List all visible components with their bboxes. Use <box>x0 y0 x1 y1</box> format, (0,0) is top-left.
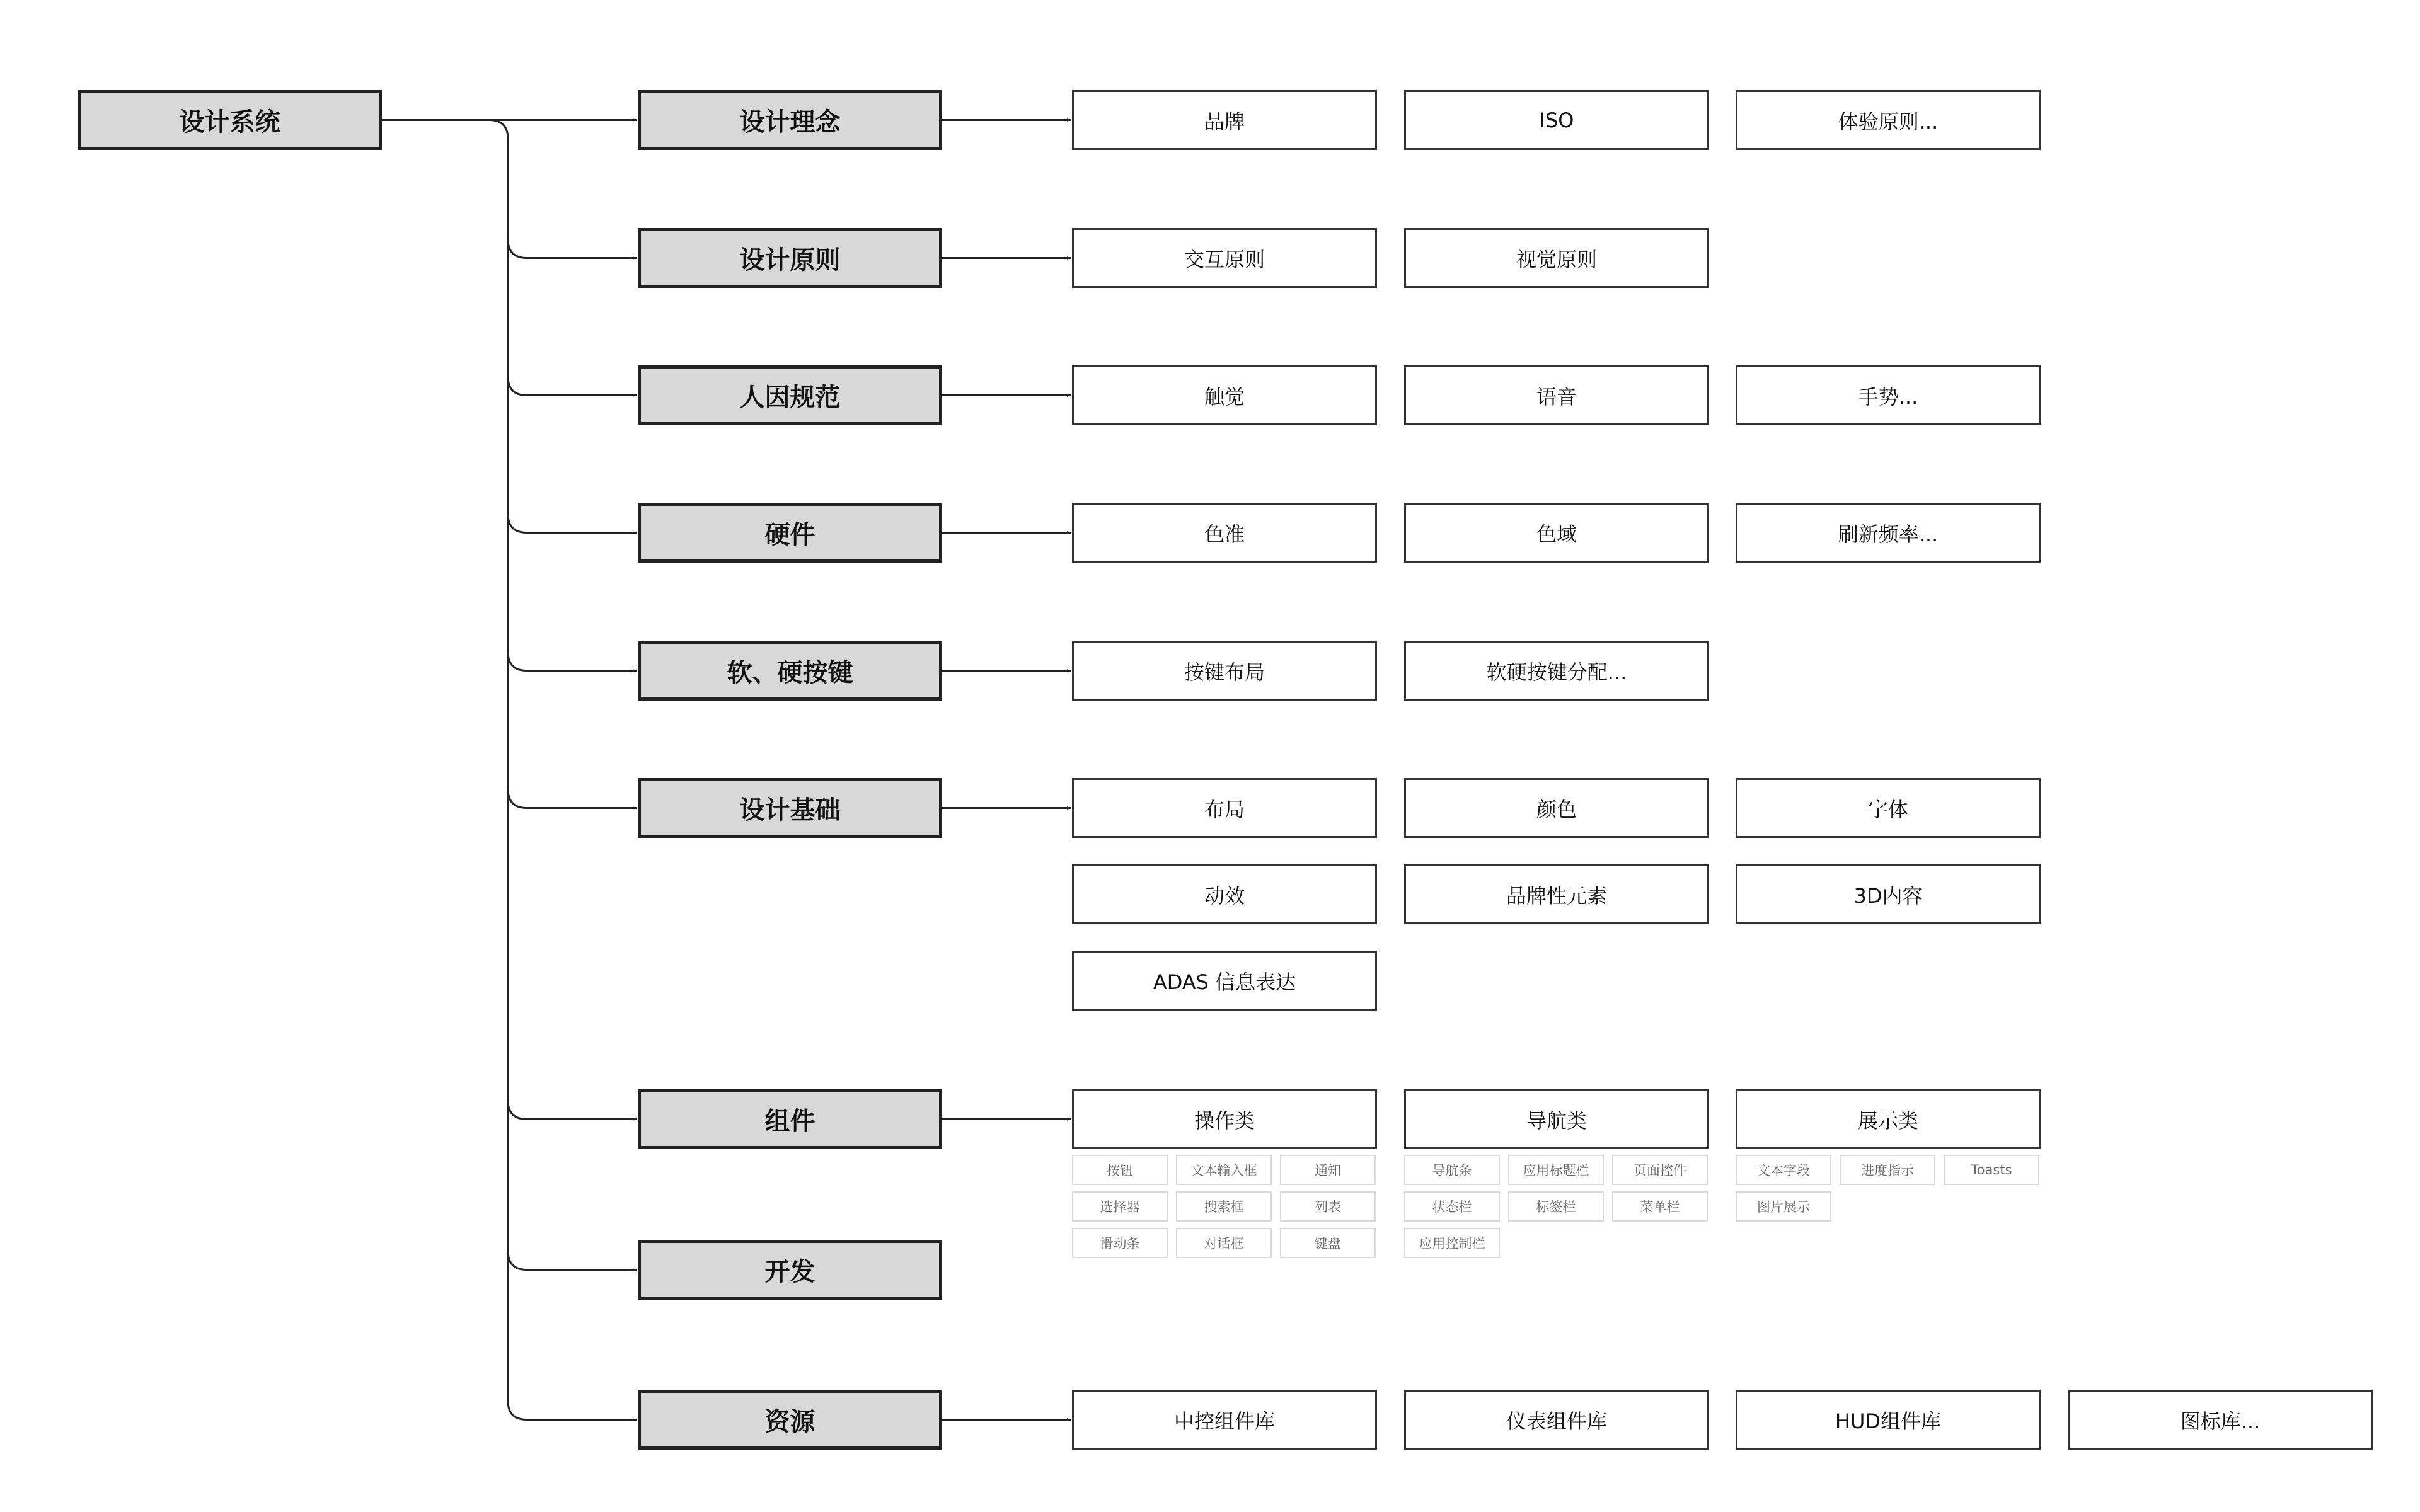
category-node: 软、硬按键 <box>638 641 942 701</box>
component-subitem: 文本输入框 <box>1176 1155 1272 1185</box>
category-node: 设计原则 <box>638 228 942 288</box>
item-node: 按键布局 <box>1072 641 1377 701</box>
component-subitem: 选择器 <box>1072 1191 1168 1222</box>
item-node: 图标库... <box>2068 1390 2373 1450</box>
item-node: 色域 <box>1404 503 1709 563</box>
connector-root-to-category <box>508 1101 637 1120</box>
component-subitem: 应用控制栏 <box>1404 1228 1500 1258</box>
component-subitem: 滑动条 <box>1072 1228 1168 1258</box>
connector-root-to-category <box>508 789 637 808</box>
item-node: 色准 <box>1072 503 1377 563</box>
item-node: 交互原则 <box>1072 228 1377 288</box>
category-node: 设计理念 <box>638 90 942 150</box>
connector-root-to-category <box>508 1401 637 1420</box>
component-subitem: 搜索框 <box>1176 1191 1272 1222</box>
item-node: 3D内容 <box>1736 864 2041 924</box>
item-node: ISO <box>1404 90 1709 150</box>
component-subitem: 页面控件 <box>1612 1155 1708 1185</box>
item-node: 操作类 <box>1072 1089 1377 1149</box>
item-node: 品牌性元素 <box>1404 864 1709 924</box>
item-node: 刷新频率... <box>1736 503 2041 563</box>
item-node: 体验原则... <box>1736 90 2041 150</box>
item-node: 软硬按键分配... <box>1404 641 1709 701</box>
item-node: 中控组件库 <box>1072 1390 1377 1450</box>
connector-root-to-category <box>508 239 637 258</box>
component-subitem: 状态栏 <box>1404 1191 1500 1222</box>
component-subitem: 按钮 <box>1072 1155 1168 1185</box>
component-subitem: 应用标题栏 <box>1508 1155 1604 1185</box>
item-node: 导航类 <box>1404 1089 1709 1149</box>
category-node: 开发 <box>638 1240 942 1300</box>
root-node: 设计系统 <box>78 90 382 150</box>
component-subitem: Toasts <box>1944 1155 2039 1185</box>
component-subitem: 进度指示 <box>1840 1155 1935 1185</box>
component-subitem: 菜单栏 <box>1612 1191 1708 1222</box>
connector-root-to-category <box>508 1251 637 1270</box>
component-subitem: 图片展示 <box>1736 1191 1831 1222</box>
component-subitem: 通知 <box>1280 1155 1376 1185</box>
item-node: 视觉原则 <box>1404 228 1709 288</box>
item-node: ADAS 信息表达 <box>1072 951 1377 1011</box>
item-node: 品牌 <box>1072 90 1377 150</box>
item-node: 字体 <box>1736 778 2041 838</box>
component-subitem: 键盘 <box>1280 1228 1376 1258</box>
item-node: 仪表组件库 <box>1404 1390 1709 1450</box>
category-node: 资源 <box>638 1390 942 1450</box>
connector-root-to-category <box>508 377 637 396</box>
item-node: 动效 <box>1072 864 1377 924</box>
component-subitem: 列表 <box>1280 1191 1376 1222</box>
item-node: 颜色 <box>1404 778 1709 838</box>
connector-root-to-category <box>508 514 637 533</box>
component-subitem: 导航条 <box>1404 1155 1500 1185</box>
connector-spine <box>382 120 508 1401</box>
category-node: 人因规范 <box>638 365 942 425</box>
connector-root-to-category <box>508 652 637 671</box>
item-node: 触觉 <box>1072 365 1377 425</box>
category-node: 设计基础 <box>638 778 942 838</box>
component-subitem: 标签栏 <box>1508 1191 1604 1222</box>
category-node: 组件 <box>638 1089 942 1149</box>
item-node: 布局 <box>1072 778 1377 838</box>
item-node: 手势... <box>1736 365 2041 425</box>
item-node: HUD组件库 <box>1736 1390 2041 1450</box>
component-subitem: 文本字段 <box>1736 1155 1831 1185</box>
component-subitem: 对话框 <box>1176 1228 1272 1258</box>
item-node: 展示类 <box>1736 1089 2041 1149</box>
item-node: 语音 <box>1404 365 1709 425</box>
category-node: 硬件 <box>638 503 942 563</box>
